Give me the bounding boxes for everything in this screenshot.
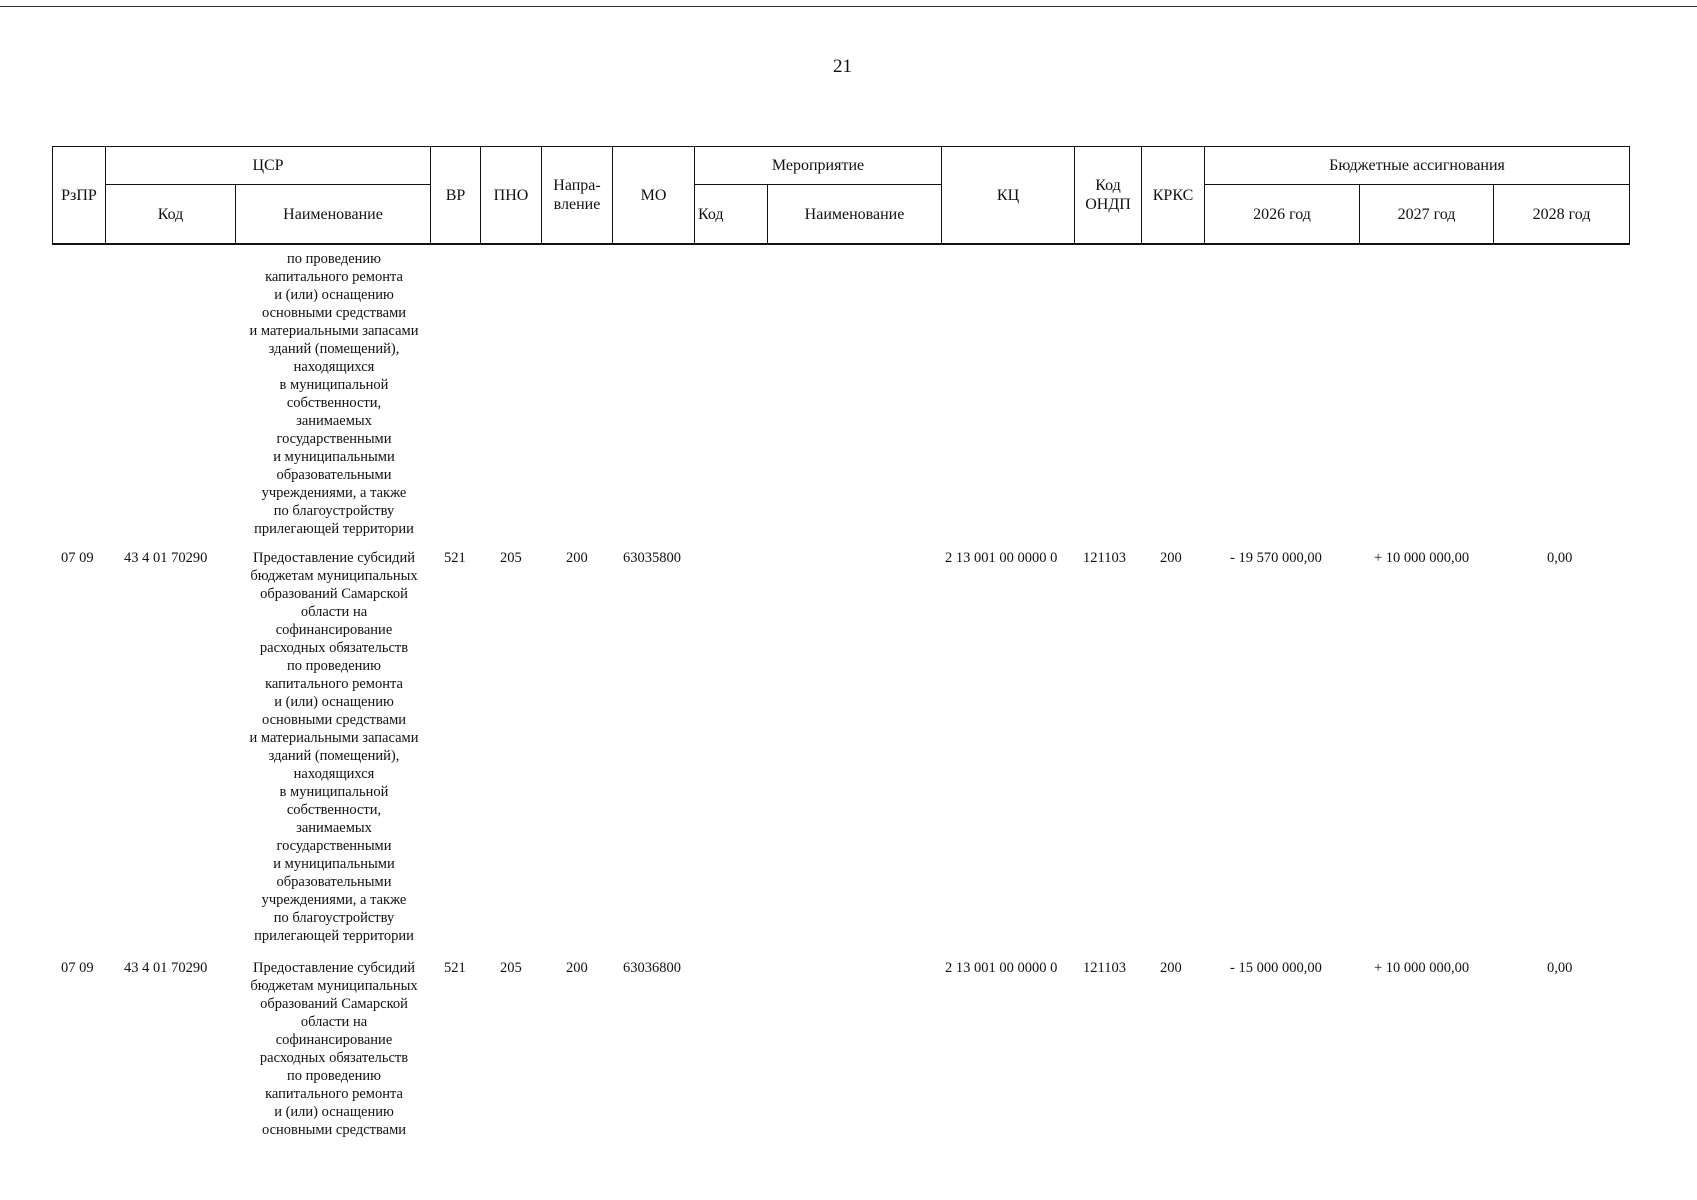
cell-mo: 63035800 [623,550,681,566]
header-mer-name: Наименование [768,185,942,245]
cell-csr-kod: 43 4 01 70290 [124,960,208,976]
cell-krks: 200 [1160,960,1182,976]
header-mer-kod: Код [695,185,768,245]
header-kod-ondp: Код ОНДП [1075,147,1142,245]
header-rzpr: РзПР [53,147,106,245]
header-vr: ВР [431,147,481,245]
table-body [52,250,1629,1200]
cell-kc: 2 13 001 00 0000 0 [945,960,1058,976]
cell-rzpr: 07 09 [61,550,94,566]
header-2026: 2026 год [1205,185,1360,245]
cell-vr: 521 [444,960,466,976]
cell-napr: 200 [566,550,588,566]
cell-2027: + 10 000 000,00 [1374,960,1470,976]
continuation-name: по проведению капитального ремонта и (или) оснащению основными средствами и материальными запасами зданий (помещений), находящихся в муниципальной собственности, занимаемых государственными и муниципальными образовательными учреждениями, а также по благоустройству прилегающей территории [249,251,419,537]
header-mo: МО [613,147,695,245]
cell-ondp: 121103 [1083,960,1126,976]
header-krks: КРКС [1142,147,1205,245]
cell-2026: - 15 000 000,00 [1230,960,1322,976]
header-csr-name: Наименование [236,185,431,245]
top-rule [0,6,1697,7]
cell-pno: 205 [500,960,522,976]
header-csr: ЦСР [106,147,431,185]
page-number: 21 [833,56,852,77]
header-budget: Бюджетные ассигнования [1205,147,1630,185]
table-header [52,146,1630,245]
cell-2028: 0,00 [1547,550,1573,566]
cell-csr-kod: 43 4 01 70290 [124,550,208,566]
cell-2028: 0,00 [1547,960,1573,976]
cell-mo: 63036800 [623,960,681,976]
cell-ondp: 121103 [1083,550,1126,566]
header-kc: КЦ [942,147,1075,245]
cell-name: Предоставление субсидий бюджетам муниципальных образований Самарской области на софинансирование расходных обязательств по проведению капитального ремонта и (или) оснащению основными средствами и материальными запасами зданий (помещений), находящихся в муниципальной собственности, занимаемых государственными и муниципальными образовательными учреждениями, а также по благоустройству прилегающей территории [249,550,419,944]
cell-name: Предоставление субсидий бюджетам муниципальных образований Самарской области на софинансирование расходных обязательств по проведению капитального ремонта и (или) оснащению основными средствами [250,960,418,1138]
cell-vr: 521 [444,550,466,566]
header-napravlenie: Напра- вление [542,147,613,245]
header-pno: ПНО [481,147,542,245]
header-2028: 2028 год [1494,185,1630,245]
header-2027: 2027 год [1360,185,1494,245]
header-csr-kod: Код [106,185,236,245]
cell-rzpr: 07 09 [61,960,94,976]
cell-krks: 200 [1160,550,1182,566]
cell-pno: 205 [500,550,522,566]
cell-kc: 2 13 001 00 0000 0 [945,550,1058,566]
header-meropriyatie: Мероприятие [695,147,942,185]
cell-2026: - 19 570 000,00 [1230,550,1322,566]
cell-napr: 200 [566,960,588,976]
cell-2027: + 10 000 000,00 [1374,550,1470,566]
